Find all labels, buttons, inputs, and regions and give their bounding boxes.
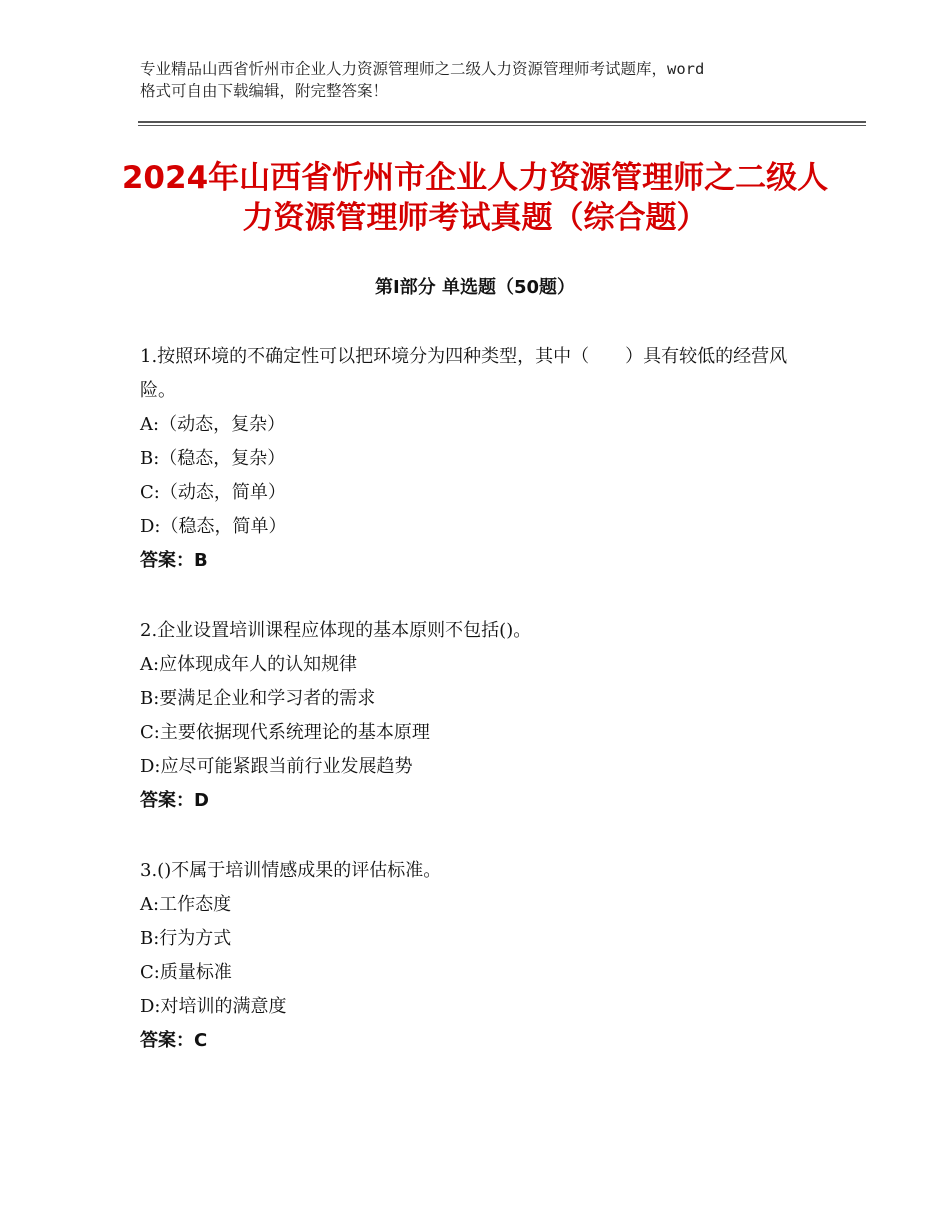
option-b: B:（稳态，复杂）	[140, 448, 286, 469]
header-divider	[138, 121, 866, 123]
question-3	[140, 854, 820, 1058]
answer: 答案：C	[140, 1030, 208, 1051]
question-stem: 2.企业设置培训课程应体现的基本原则不包括()。	[140, 620, 532, 641]
header-divider-thin	[138, 125, 866, 126]
question-1	[140, 340, 820, 578]
option-d: D:对培训的满意度	[140, 996, 287, 1017]
option-b: B:行为方式	[140, 928, 232, 949]
option-c: C:（动态，简单）	[140, 482, 286, 503]
header-note: 专业精品山西省忻州市企业人力资源管理师之二级人力资源管理师考试题库，word 格式可自由下载编辑，附完整答案！	[140, 60, 705, 100]
option-a: A:工作态度	[140, 894, 232, 915]
question-stem: 3.()不属于培训情感成果的评估标准。	[140, 860, 442, 881]
option-d: D:（稳态，简单）	[140, 516, 287, 537]
answer: 答案：D	[140, 790, 209, 811]
question-stem: 1.按照环境的不确定性可以把环境分为四种类型，其中（ ）具有较低的经营风险。	[140, 346, 788, 401]
answer: 答案：B	[140, 550, 208, 571]
option-b: B:要满足企业和学习者的需求	[140, 688, 376, 709]
option-d: D:应尽可能紧跟当前行业发展趋势	[140, 756, 413, 777]
option-c: C:质量标准	[140, 962, 232, 983]
option-a: A:（动态，复杂）	[140, 414, 286, 435]
section-title: 第Ⅰ部分 单选题（50题）	[374, 277, 575, 298]
question-2	[140, 614, 820, 818]
option-c: C:主要依据现代系统理论的基本原理	[140, 722, 430, 743]
option-a: A:应体现成年人的认知规律	[140, 654, 358, 675]
document-title: 2024年山西省忻州市企业人力资源管理师之二级人力资源管理师考试真题（综合题）	[121, 160, 829, 236]
